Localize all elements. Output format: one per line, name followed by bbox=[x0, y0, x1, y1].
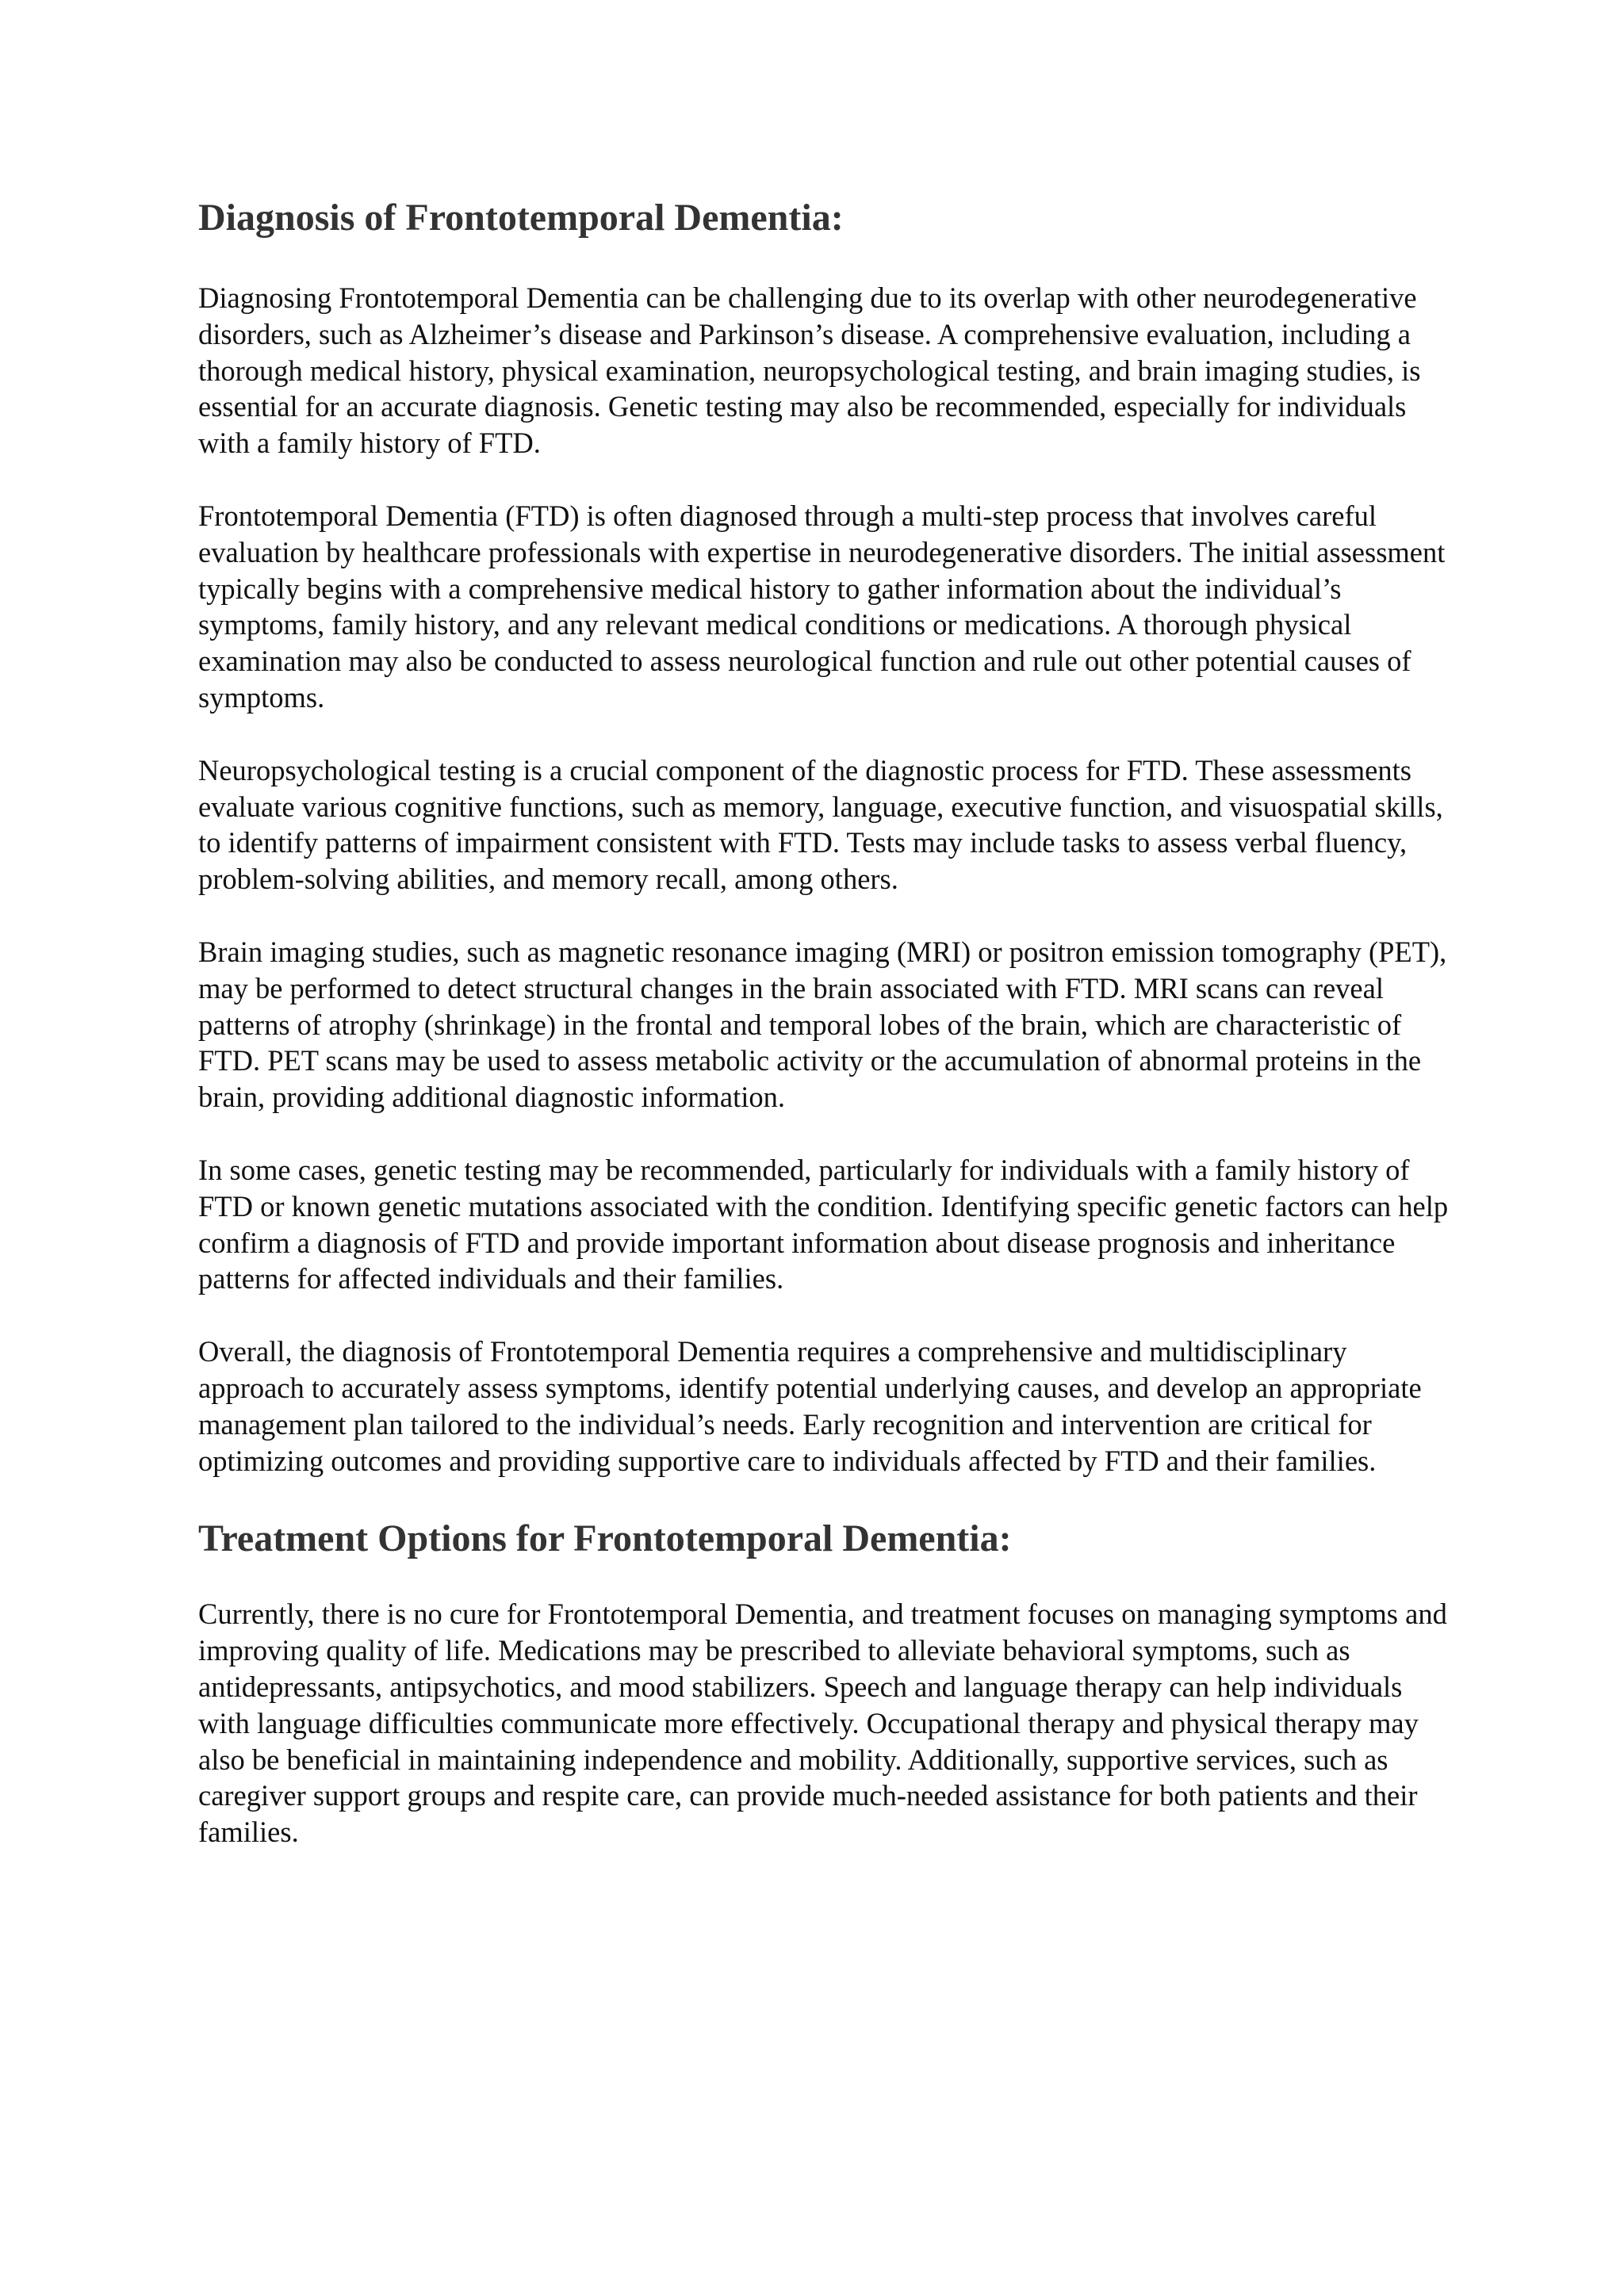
paragraph-genetic-testing: In some cases, genetic testing may be recommended, particularly for individuals with a family history of FTD or known genetic mutations associated with the condition. Identifying specific genetic factors can help confirm a diagnosis of FTD and provide important information about disease prognosis and inheritance patterns for affected individuals and their families. bbox=[198, 1153, 1449, 1295]
paragraph-treatment-options: Currently, there is no cure for Frontotemporal Dementia, and treatment focuses on managing symptoms and improving quality of life. Medications may be prescribed to alleviate behavioral symptoms, such as antidepressants, antipsychotics, and mood stabilizers. Speech and language therapy can help individuals with language difficulties communicate more effectively. Occupational therapy and physical therapy may also be beneficial in maintaining independence and mobility. Additionally, supportive services, such as caregiver support groups and respite care, can provide much-needed assistance for both patients and their families. bbox=[198, 1598, 1447, 1849]
paragraph-diagnosis-intro: Diagnosing Frontotemporal Dementia can be challenging due to its overlap with other neurodegenerative disorders, such as Alzheimer’s disease and Parkinson’s disease. A comprehensive evaluation, including a thorough medical history, physical examination, neuropsychological testing, and brain imaging studies, is essential for an accurate diagnosis. Genetic testing may also be recommended, especially for individuals with a family history of FTD. bbox=[198, 281, 1421, 460]
paragraph-diagnosis-overall: Overall, the diagnosis of Frontotemporal Dementia requires a comprehensive and multidisciplinary approach to accurately assess symptoms, identify potential underlying causes, and develop an appropriate management plan tailored to the individual’s needs. Early recognition and intervention are critical for optimizing outcomes and providing supportive care to individuals affected by FTD and their families. bbox=[198, 1335, 1422, 1477]
section-heading-treatment: Treatment Options for Frontotemporal Dementia: bbox=[198, 1517, 1012, 1560]
paragraph-diagnosis-process: Frontotemporal Dementia (FTD) is often diagnosed through a multi-step process that involves careful evaluation by healthcare professionals with expertise in neurodegenerative disorders. The initial assessment typically begins with a comprehensive medical history to gather information about the individual’s symptoms, family history, and any relevant medical conditions or medications. A thorough physical examination may also be conducted to assess neurological function and rule out other potential causes of symptoms. bbox=[198, 499, 1446, 714]
paragraph-neuropsych-testing: Neuropsychological testing is a crucial component of the diagnostic process for FTD. These assessments evaluate various cognitive functions, such as memory, language, executive function, and visuospatial skills, to identify patterns of impairment consistent with FTD. Tests may include tasks to assess verbal fluency, problem-solving abilities, and memory recall, among others. bbox=[198, 753, 1443, 896]
paragraph-brain-imaging: Brain imaging studies, such as magnetic resonance imaging (MRI) or positron emission tomography (PET), may be performed to detect structural changes in the brain associated with FTD. MRI scans can reveal patterns of atrophy (shrinkage) in the frontal and temporal lobes of the brain, which are characteristic of FTD. PET scans may be used to assess metabolic activity or the accumulation of abnormal proteins in the brain, providing additional diagnostic information. bbox=[198, 935, 1447, 1114]
section-heading-diagnosis: Diagnosis of Frontotemporal Dementia: bbox=[198, 197, 844, 239]
document-page bbox=[198, 194, 1451, 1887]
